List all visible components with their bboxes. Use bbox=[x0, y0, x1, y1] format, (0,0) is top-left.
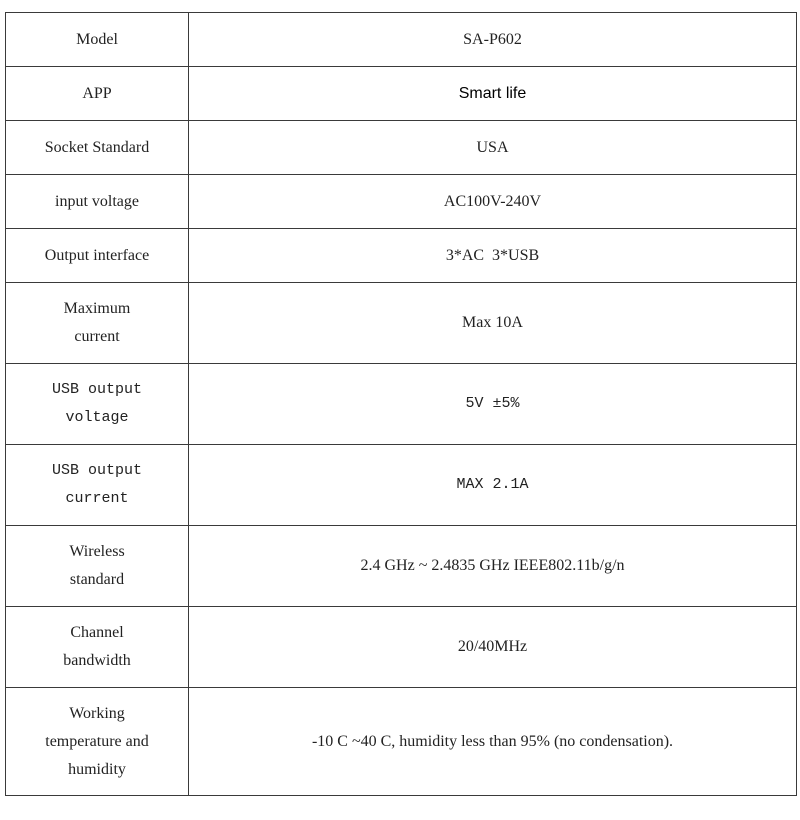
table-row bbox=[6, 688, 797, 796]
label-line: bandwidth bbox=[63, 652, 131, 669]
label-line: Socket Standard bbox=[44, 138, 150, 156]
spec-table bbox=[5, 12, 797, 796]
row-label-socket-standard bbox=[6, 121, 189, 175]
table-row bbox=[6, 283, 797, 364]
label-line: Wireless bbox=[69, 543, 125, 560]
row-value-app: Smart life bbox=[189, 67, 797, 121]
label-line: Output interface bbox=[44, 246, 150, 264]
row-value-socket-standard: USA bbox=[189, 121, 797, 175]
row-value-maximum-current: Max 10A bbox=[189, 283, 797, 364]
table-row bbox=[6, 229, 797, 283]
label-line: Model bbox=[76, 30, 118, 48]
row-label-maximum-current bbox=[6, 283, 189, 364]
table-row bbox=[6, 13, 797, 67]
label-line: temperature and bbox=[45, 732, 149, 750]
row-value-usb-output-current: MAX 2.1A bbox=[189, 445, 797, 526]
label-line: voltage bbox=[65, 409, 129, 426]
row-value-channel-bandwidth: 20/40MHz bbox=[189, 607, 797, 688]
row-label-working-temperature bbox=[6, 688, 189, 796]
label-line: Working bbox=[69, 704, 125, 722]
row-label-output-interface bbox=[6, 229, 189, 283]
label-line: humidity bbox=[68, 760, 126, 778]
row-label-app bbox=[6, 67, 189, 121]
label-line: USB output bbox=[51, 462, 142, 479]
row-label-wireless-standard bbox=[6, 526, 189, 607]
table-row bbox=[6, 67, 797, 121]
label-line: current bbox=[65, 490, 129, 507]
label-line: input voltage bbox=[55, 192, 139, 210]
row-label-input-voltage bbox=[6, 175, 189, 229]
table-row bbox=[6, 121, 797, 175]
label-line: current bbox=[74, 328, 120, 345]
row-label-channel-bandwidth bbox=[6, 607, 189, 688]
label-line: USB output bbox=[51, 381, 142, 398]
row-value-working-temperature: -10 C ~40 C, humidity less than 95% (no condensation). bbox=[189, 688, 797, 796]
row-value-output-interface: 3*AC 3*USB bbox=[189, 229, 797, 283]
row-value-usb-output-voltage: 5V ±5% bbox=[189, 364, 797, 445]
table-row bbox=[6, 526, 797, 607]
table-row bbox=[6, 364, 797, 445]
row-value-model: SA-P602 bbox=[189, 13, 797, 67]
row-label-usb-output-current bbox=[6, 445, 189, 526]
table-row bbox=[6, 445, 797, 526]
table-row bbox=[6, 607, 797, 688]
spec-table-container bbox=[5, 12, 795, 796]
label-line: Channel bbox=[70, 624, 124, 641]
label-line: APP bbox=[82, 84, 112, 102]
row-label-model bbox=[6, 13, 189, 67]
table-row bbox=[6, 175, 797, 229]
row-label-usb-output-voltage bbox=[6, 364, 189, 445]
label-line: Maximum bbox=[63, 300, 131, 317]
row-value-input-voltage: AC100V-240V bbox=[189, 175, 797, 229]
label-line: standard bbox=[69, 571, 125, 588]
row-value-wireless-standard: 2.4 GHz ~ 2.4835 GHz IEEE802.11b/g/n bbox=[189, 526, 797, 607]
